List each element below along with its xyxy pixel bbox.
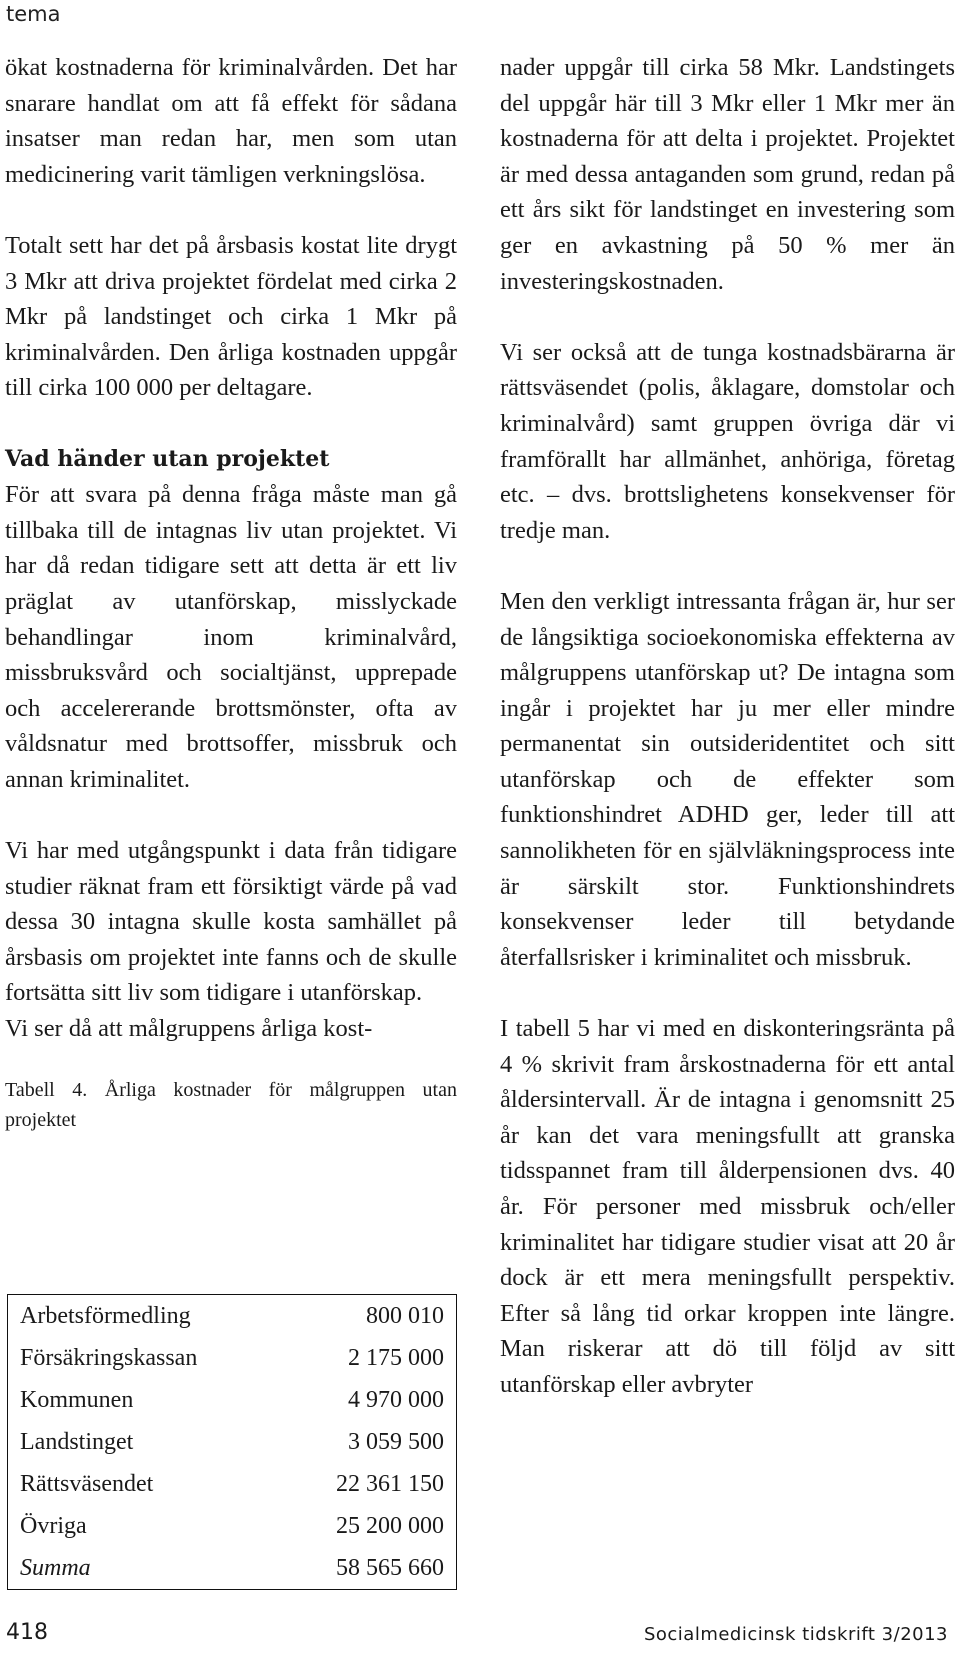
page-number: 418 — [6, 1620, 48, 1645]
paragraph: Vi ser då att målgruppens årliga kost- — [5, 1015, 373, 1043]
table-row — [8, 1337, 457, 1379]
section-heading: Vad händer utan projektet — [5, 445, 330, 472]
section-header: tema — [6, 2, 61, 26]
paragraph: För att svara på denna fråga måste man gå tillbaka till de intagnas liv utan projektet. Vi har då redan tidigare sett att detta är ett liv präglat av utanförskap, misslyckade behandlingar inom kriminalvård, missbruksvård och socialtjänst, upprepade och accelererande brottsmönster, ofta av våldsnatur med brottsoffer, missbruk och annan kriminalitet. — [5, 481, 457, 793]
row-value: 22 361 150 — [336, 1470, 444, 1497]
table-row — [8, 1421, 457, 1463]
row-label: Försäkringskassan — [20, 1344, 198, 1371]
right-column — [500, 50, 955, 1403]
table-row — [8, 1505, 457, 1547]
paragraph: Men den verkligt intressanta frågan är, hur ser de långsiktiga socioekonomiska effekterna av målgruppens utanförskap ut? De intagna som ingår i projektet har ju mer eller mindre permanentat sin outsideridentitet och sitt utanförskap och de effekter som funktionshindret ADHD ger, leder till att sannolikheten för en självläkningsprocess inte är särskilt stor. Funktionshindrets konsekvenser leder till betydande återfallsrisker i kriminalitet och missbruk. — [500, 587, 955, 971]
row-value: 800 010 — [366, 1302, 444, 1329]
paragraph: nader uppgår till cirka 58 Mkr. Landstingets del uppgår här till 3 Mkr eller 1 Mkr mer än kostnaderna för att delta i projektet. Projektet är med dessa antaganden som grund, redan på ett års sikt för landstinget en investering som ger en avkastning på 50 % mer än investeringskostnaden. — [500, 54, 955, 295]
row-value: 2 175 000 — [348, 1344, 444, 1371]
left-column — [5, 50, 457, 1135]
table-row — [8, 1463, 457, 1505]
paragraph: Vi har med utgångspunkt i data från tidigare studier räknat fram ett försiktigt värde på vad dessa 30 intagna skulle kosta samhället på årsbasis om projektet inte fanns och de skulle fortsätta sitt liv som tidigare i utanförskap. — [5, 837, 457, 1007]
table-row — [8, 1295, 457, 1338]
paragraph: Totalt sett har det på årsbasis kostat lite drygt 3 Mkr att driva projektet fördelat med cirka 2 Mkr på landstinget och cirka 1 Mkr på kriminalvården. Den årliga kostnaden uppgår till cirka 100 000 per deltagare. — [5, 231, 457, 402]
table-total-row — [8, 1547, 457, 1590]
paragraph: I tabell 5 har vi med en diskonteringsränta på 4 % skrivit fram årskostnaderna för ett antal åldersintervall. Är de intagna i genomsnitt 25 år kan det vara meningsfullt att granska tidsspannet fram till ålderpensionen dvs. 40 år. För personer med missbruk och/eller kriminalitet har tidigare studier visat att 20 år dock är ett mera meningsfullt perspektiv. Efter så lång tid orkar kroppen inte längre. Man riskerar att dö till följd av sitt utanförskap eller avbryter — [500, 1015, 955, 1398]
table-caption: Tabell 4. Årliga kostnader för målgruppen utan projektet — [5, 1078, 457, 1131]
row-label: Övriga — [20, 1512, 87, 1539]
journal-name: Socialmedicinsk tidskrift 3/2013 — [643, 1624, 948, 1645]
row-label: Arbetsförmedling — [20, 1302, 191, 1329]
row-value: 25 200 000 — [336, 1512, 444, 1539]
row-label: Landstinget — [20, 1428, 134, 1455]
paragraph: Vi ser också att de tunga kostnadsbärarna är rättsväsendet (polis, åklagare, domstolar och kriminalvård) samt gruppen övriga där vi framförallt har allmänhet, anhöriga, företag etc. – dvs. brottslighetens konsekvenser för tredje man. — [500, 338, 955, 544]
row-label: Kommunen — [20, 1386, 134, 1413]
row-value: 3 059 500 — [348, 1428, 444, 1455]
paragraph: ökat kostnaderna för kriminalvården. Det har snarare handlat om att få effekt för sådana insatser man redan har, men som utan medicinering varit tämligen verkningslösa. — [5, 54, 457, 188]
row-value: 4 970 000 — [348, 1386, 444, 1413]
row-value: 58 565 660 — [336, 1554, 444, 1581]
cost-table — [7, 1294, 457, 1590]
row-label: Rättsväsendet — [20, 1470, 154, 1497]
row-label: Summa — [20, 1554, 91, 1581]
table-row — [8, 1379, 457, 1421]
